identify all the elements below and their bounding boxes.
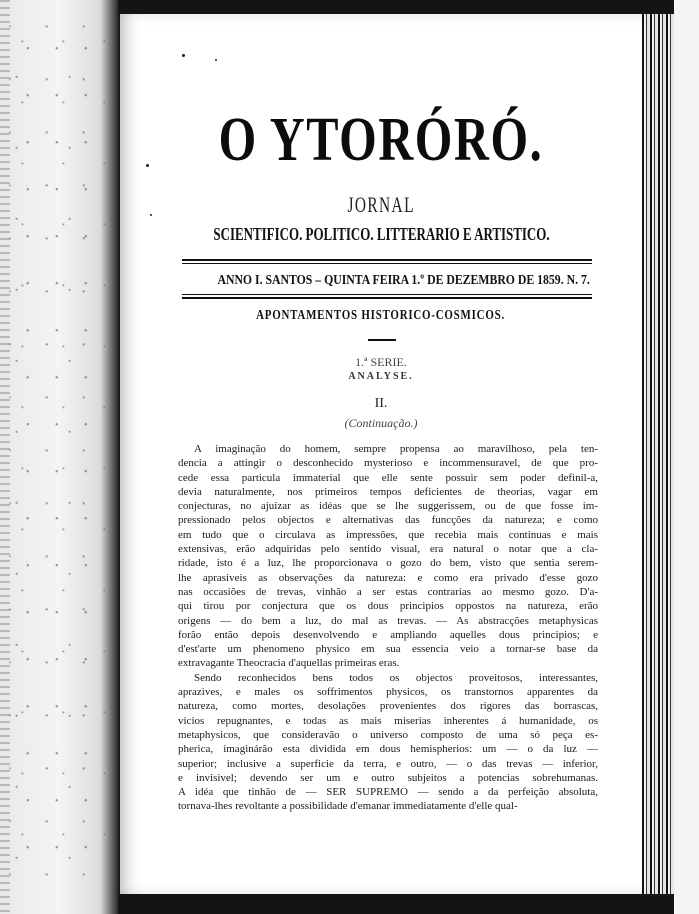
masthead-rule-bottom — [182, 297, 592, 299]
body-line: superior; inclusive a superficie da terra, e outro, — o das trevas — inferior, — [178, 757, 598, 770]
adjacent-page-left — [0, 0, 118, 914]
scan-bottom-border — [118, 894, 699, 914]
body-line: forão então depois desenvolvendo e ampliando aquelles dous principios; e — [178, 628, 598, 641]
masthead-rule-bottom-thin — [182, 294, 592, 295]
body-line: natureza, como mortes, desolações provenientes dos rigores das borrascas, — [178, 700, 598, 713]
body-line: cede essa particula immaterial que elle sente possuir sem poder definil-a, — [178, 471, 598, 484]
body-line: dencia a attingir o desconhecido mysterioso e incommensuravel, de que pro- — [178, 457, 598, 470]
body-line: lhe aprasiveis as observações da natureza: e como era privado d'esse gozo — [178, 571, 598, 584]
page-edge-lines — [0, 0, 10, 914]
body-line: A imaginação do homem, sempre propensa ao maravilhoso, pela ten- — [194, 443, 598, 455]
body-line: d'est'arte um phenomeno physico em sua essencia veio a tornar-se base da — [178, 643, 598, 656]
issue-line — [182, 274, 592, 288]
body-line: aprazives, e males os soffrimentos physicos, os transtornos apparentes da — [178, 686, 598, 699]
ink-fleck — [182, 54, 185, 57]
book-page-edges — [642, 14, 674, 894]
scan-top-border — [118, 0, 699, 14]
body-line: e invisivel; devendo ser um e outro subjeitos a potencias sobrehumanas. — [178, 771, 598, 784]
body-line: extensivas, erão adquiridas pelo sentido visual, era natural o notar que a cla- — [178, 543, 598, 556]
body-line: ridade, isto é a luz, lhe proporcionava o gozo do bem, visto que sentia serem- — [178, 557, 598, 570]
body-line: origens — do bem a luz, do mal as trevas. — As abstracções metaphysicas — [178, 614, 598, 627]
chapter-number: II. — [374, 396, 388, 411]
body-line: qui tirou por conjectura que os dous principios oppostos na natureza, erão — [178, 600, 598, 613]
article-body — [178, 442, 598, 814]
section-divider — [368, 339, 396, 341]
body-line: vicios repugnantes, e todas as mais miserias inherentes á humanidade, os — [178, 714, 598, 727]
body-line: A idéa que tinhão de — SER SUPREMO — sendo a da perfeição absoluta, — [178, 786, 598, 799]
body-line: em tudo que o circulava as impressões, que recebia mais continuas e mais — [178, 528, 598, 541]
body-line: metaphysicos, que consideravão o universo composto de uma só peça es- — [178, 728, 598, 741]
masthead-rule-top-thin — [182, 263, 592, 264]
body-line: conjecturas, no ajuizar as idéas que se lhe suggerissem, ou de que fosse im- — [178, 500, 598, 513]
body-line: extravagante Theocracia d'aquellas primeiras eras. — [178, 657, 400, 670]
newspaper-masthead: O YTORÓRÓ. — [218, 106, 544, 174]
body-line: nas occasiões de trevas, vinhão a ser estas contrarias ao mesmo gozo. D'a- — [178, 585, 598, 598]
section-title-text: APONTAMENTOS HISTORICO-COSMICOS. — [256, 308, 506, 323]
ink-fleck — [146, 164, 149, 167]
body-line: pressionado pelos objectos e alternativas das funcções da natureza; e como — [178, 514, 598, 527]
subtitle-text: JORNAL — [347, 192, 415, 217]
body-line: tornava-lhes revoltante a possibilidade d'emanar immediatamente d'elle qual- — [178, 800, 518, 813]
ink-fleck — [215, 59, 217, 61]
newspaper-page — [120, 14, 642, 894]
body-line: pherica, imaginárão esta dividida em dous hemispherios: um — o da luz — — [178, 743, 598, 756]
continuation-note: (Continuação.) — [344, 416, 418, 430]
analysis-label: ANALYSE. — [348, 371, 414, 382]
body-line: devia naturalmente, nos primeiros tempos deficientes de theorias, vagar em — [178, 485, 598, 498]
body-line: Sendo reconhecidos bens todos os objectos proveitosos, interessantes, — [194, 671, 598, 684]
issue-line-text: ANNO I. SANTOS – QUINTA FEIRA 1.º DE DEZEMBRO DE 1859. N. 7. — [217, 273, 590, 288]
masthead-rule-top — [182, 259, 592, 261]
newspaper-tagline — [120, 225, 642, 243]
scan-right-margin — [674, 0, 699, 914]
tagline-text: SCIENTIFICO. POLITICO. LITTERARIO E ARTISTICO. — [212, 224, 550, 244]
section-title — [120, 309, 642, 323]
paper-specks — [6, 20, 106, 880]
newspaper-subtitle — [120, 194, 642, 216]
series-label: 1.ª SERIE. — [355, 355, 407, 369]
